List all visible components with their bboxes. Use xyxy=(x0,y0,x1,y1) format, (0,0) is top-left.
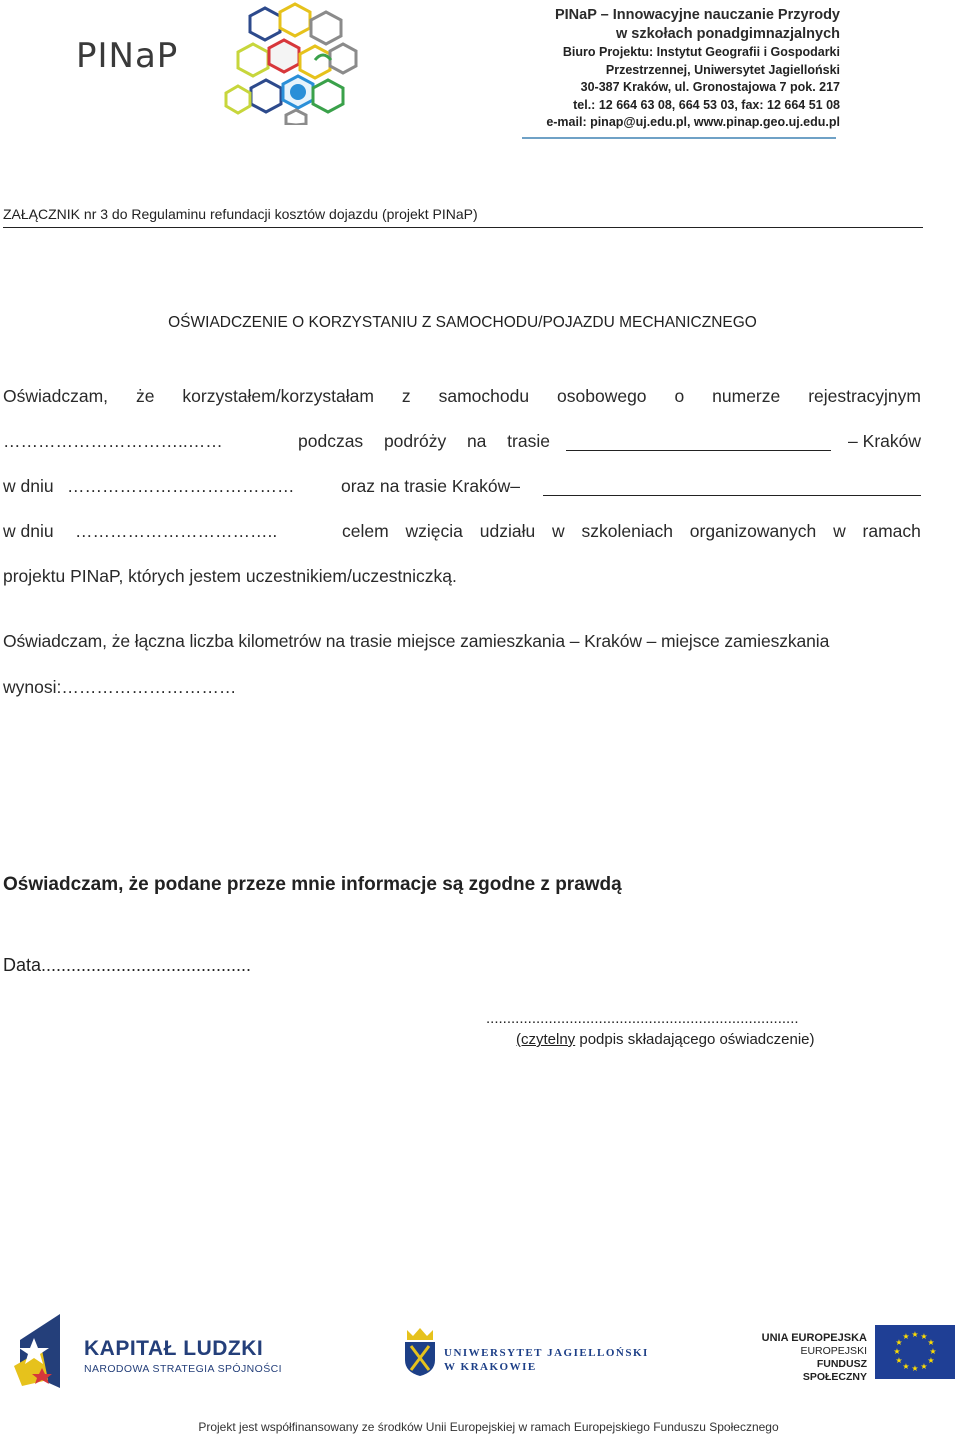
word: organizowanych xyxy=(689,521,817,541)
header-line-1: PINaP – Innowacyjne nauczanie Przyrody xyxy=(554,7,840,23)
distance-label: wynosi: xyxy=(3,677,62,697)
header-line-2: w szkołach ponadgimnazjalnych xyxy=(616,26,840,42)
header-line-3: Biuro Projektu: Instytut Geografii i Gospodarki xyxy=(562,45,840,59)
signature-field[interactable]: ........................................................................... xyxy=(486,1010,799,1027)
svg-text:★: ★ xyxy=(927,1338,935,1347)
word: podróży xyxy=(383,431,447,451)
word: wzięcia xyxy=(405,521,463,541)
svg-text:★: ★ xyxy=(920,1332,928,1341)
svg-text:★: ★ xyxy=(902,1362,910,1371)
signature-caption xyxy=(516,1031,815,1048)
word: z xyxy=(401,386,411,406)
annex-label: ZAŁĄCZNIK nr 3 do Regulaminu refundacji kosztów dojazdu (projekt PINaP) xyxy=(3,206,923,228)
return-route-field[interactable] xyxy=(543,478,921,496)
date-field-2[interactable]: …………………………….. xyxy=(75,521,278,541)
word: udziału xyxy=(479,521,536,541)
svg-text:★: ★ xyxy=(929,1347,937,1356)
header-line-6: tel.: 12 664 63 08, 664 53 03, fax: 12 664 51 08 xyxy=(573,97,840,112)
kl-subtitle: NARODOWA STRATEGIA SPÓJNOŚCI xyxy=(84,1363,282,1375)
kl-title: KAPITAŁ LUDZKI xyxy=(84,1337,264,1360)
paragraph1-line4 xyxy=(3,521,921,545)
uj-crest-icon xyxy=(403,1326,437,1378)
signature-caption-rest: podpis składającego oświadczenie) xyxy=(575,1031,815,1048)
distance-field[interactable]: ………………………… xyxy=(61,677,237,697)
eu-logo-text xyxy=(755,1332,867,1384)
signature-caption-underlined: (czytelny xyxy=(516,1031,576,1048)
word: ramach xyxy=(862,521,921,541)
svg-text:★: ★ xyxy=(895,1356,903,1365)
word: osobowego xyxy=(557,386,647,406)
word: korzystałem/korzystałam xyxy=(182,386,374,406)
word: że xyxy=(135,386,155,406)
date-field[interactable]: Data.......................................... xyxy=(3,955,252,975)
logo-word-text: PINaP xyxy=(76,36,179,76)
eu-stars-icon xyxy=(875,1325,955,1379)
paragraph1-line2 xyxy=(3,431,921,455)
paragraph2-line2 xyxy=(3,677,921,701)
paragraph1-line3 xyxy=(3,476,921,500)
truth-statement: Oświadczam, że podane przeze mnie informacje są zgodne z prawdą xyxy=(3,874,622,895)
svg-text:★: ★ xyxy=(895,1338,903,1347)
svg-text:★: ★ xyxy=(911,1330,919,1339)
uj-line-2: W KRAKOWIE xyxy=(444,1361,537,1373)
eu-flag xyxy=(875,1325,955,1379)
header-divider xyxy=(522,137,836,139)
date-field-1[interactable]: ………………………………… xyxy=(67,476,295,496)
svg-text:★: ★ xyxy=(902,1332,910,1341)
header-line-4: Przestrzennej, Uniwersytet Jagielloński xyxy=(605,62,840,77)
project-header-info xyxy=(520,6,840,132)
registration-number-field[interactable]: …………………………..…… xyxy=(3,431,223,451)
svg-text:★: ★ xyxy=(927,1356,935,1365)
word: rejestracyjnym xyxy=(808,386,921,406)
word: w xyxy=(552,521,565,541)
eu-line-3: FUNDUSZ SPOŁECZNY xyxy=(802,1358,867,1383)
paragraph2-line1: Oświadczam, że łączna liczba kilometrów na trasie miejsce zamieszkania – Kraków – miejsce zamieszkania xyxy=(3,631,830,651)
svg-text:★: ★ xyxy=(920,1362,928,1371)
eu-line-1: UNIA EUROPEJSKA xyxy=(761,1332,867,1344)
footer-funding-note: Projekt jest współfinansowany ze środków Unii Europejskiej w ramach Europejskiego Funduszu Społecznego xyxy=(198,1420,779,1434)
paragraph1-line5: projektu PINaP, których jestem uczestnikiem/uczestniczką. xyxy=(3,566,457,586)
header-line-5: 30-387 Kraków, ul. Gronostajowa 7 pok. 217 xyxy=(580,80,840,94)
word: trasie xyxy=(507,431,550,451)
route-destination-text: – Kraków xyxy=(848,431,921,451)
return-route-label: oraz na trasie Kraków– xyxy=(341,476,520,496)
kapital-ludzki-logo xyxy=(84,1337,282,1375)
word: celem xyxy=(342,521,389,541)
header-line-7: e-mail: pinap@uj.edu.pl, www.pinap.geo.uj.edu.pl xyxy=(546,115,840,129)
route-origin-field[interactable] xyxy=(566,433,831,451)
word: szkoleniach xyxy=(581,521,673,541)
word: o xyxy=(674,386,685,406)
date-label-2: w dniu xyxy=(3,521,54,541)
date-label-1: w dniu xyxy=(3,476,54,496)
word: podczas xyxy=(298,431,364,451)
word: w xyxy=(833,521,846,541)
eu-line-2: EUROPEJSKI xyxy=(800,1345,867,1357)
svg-text:★: ★ xyxy=(911,1364,919,1373)
svg-text:★: ★ xyxy=(893,1347,901,1356)
word: na xyxy=(466,431,487,451)
line2-words xyxy=(298,431,550,452)
word: numerze xyxy=(712,386,781,406)
kapital-ludzki-emblem xyxy=(12,1310,82,1392)
word: Oświadczam, xyxy=(3,386,109,406)
document-title: OŚWIADCZENIE O KORZYSTANIU Z SAMOCHODU/POJAZDU MECHANICZNEGO xyxy=(168,314,757,331)
word: samochodu xyxy=(438,386,530,406)
uj-crest xyxy=(403,1326,437,1378)
kapital-ludzki-star-icon xyxy=(12,1310,82,1392)
line4-words xyxy=(342,521,921,542)
pinap-logo-wordmark xyxy=(76,36,178,76)
uj-line-1: UNIWERSYTET JAGIELLOŃSKI xyxy=(444,1347,649,1359)
paragraph1-line1 xyxy=(3,386,921,410)
uj-logo-text xyxy=(444,1346,649,1374)
